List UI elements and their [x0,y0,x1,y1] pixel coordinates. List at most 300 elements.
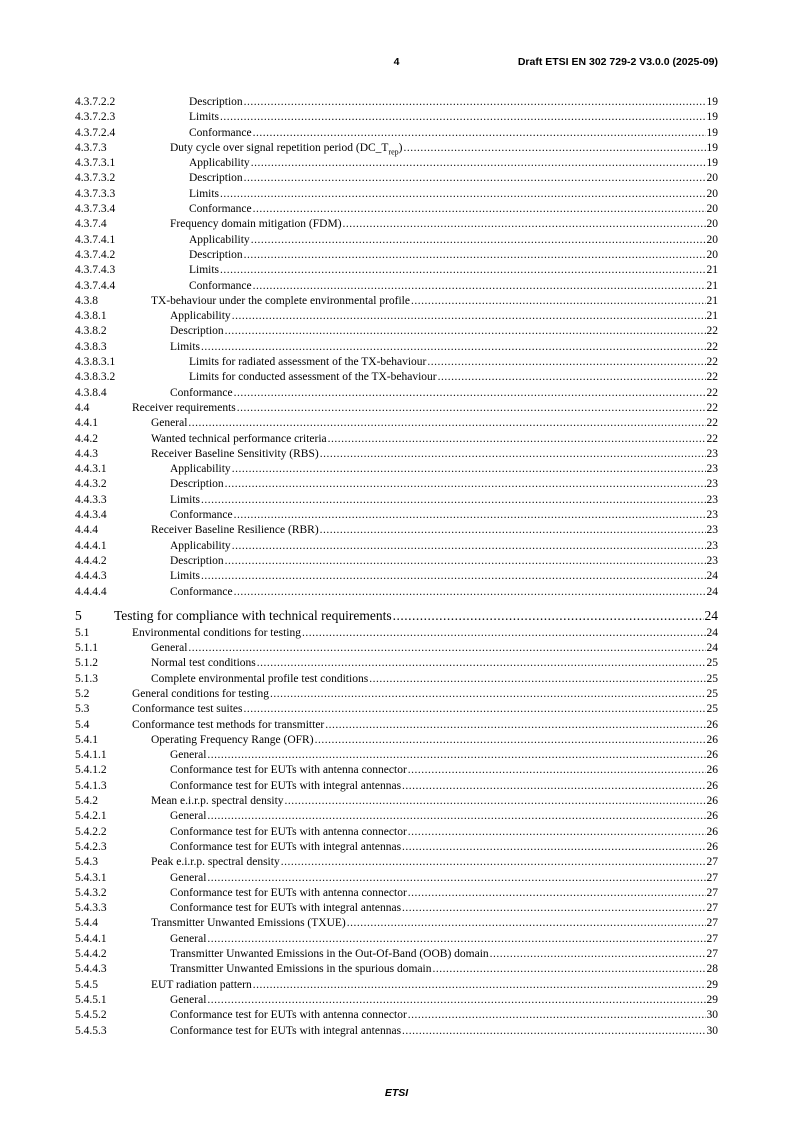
toc-entry[interactable] [75,202,718,217]
toc-entry-title: Conformance test for EUTs with antenna connector [170,886,408,901]
toc-entry-title: Limits for conducted assessment of the TX-behaviour [189,370,438,385]
toc-leader-dots [232,539,706,554]
toc-entry[interactable] [75,95,718,110]
toc-leader-dots [404,141,706,156]
page-number: 4 [393,56,400,68]
toc-leader-dots [270,687,705,702]
toc-entry-number: 4.3.8.1 [75,310,107,323]
toc-entry-title: Conformance test for EUTs with antenna connector [170,825,408,840]
toc-entry-number: 5.4.3.3 [75,902,107,915]
toc-leader-dots [281,855,706,870]
toc-entry-title: Conformance test for EUTs with antenna connector [170,763,408,778]
toc-entry[interactable] [75,401,718,416]
toc-leader-dots [201,493,705,508]
toc-entry[interactable] [75,978,718,993]
toc-leader-dots [188,641,705,656]
table-of-contents [75,95,718,1039]
toc-leader-dots [402,1024,705,1039]
toc-leader-dots [408,1008,706,1023]
toc-entry-number: 4.3.8.3 [75,340,107,353]
toc-leader-dots [220,110,705,125]
toc-leader-dots [234,386,706,401]
toc-leader-dots [244,171,706,186]
toc-entry-number: 5.3 [75,703,90,716]
toc-leader-dots [244,248,706,263]
toc-leader-dots [207,993,705,1008]
toc-entry-number: 5.4.4.1 [75,932,107,945]
toc-entry[interactable] [75,656,718,671]
toc-entry-page: 27 [706,932,718,945]
toc-leader-dots [201,569,705,584]
toc-entry[interactable] [75,279,718,294]
toc-entry[interactable] [75,779,718,794]
toc-entry-page: 22 [706,356,718,369]
toc-leader-dots [347,916,706,931]
toc-entry-title: Applicability [189,233,251,248]
toc-entry[interactable] [75,554,718,569]
toc-entry-title: Transmitter Unwanted Emissions in the spurious domain [170,962,433,977]
toc-entry-number: 4.4.4.3 [75,570,107,583]
toc-leader-dots [225,324,706,339]
toc-entry[interactable] [75,110,718,125]
toc-entry-title: General [170,993,207,1008]
toc-entry[interactable] [75,493,718,508]
toc-entry-number: 4.3.8.3.2 [75,371,116,384]
toc-leader-dots [320,447,706,462]
toc-entry-title: Limits [170,569,201,584]
toc-leader-dots [490,947,706,962]
toc-leader-dots [369,672,705,687]
toc-entry-page: 20 [706,187,718,200]
toc-entry-number: 4.3.7.3.2 [75,172,116,185]
toc-entry-title: Limits [170,493,201,508]
toc-entry-page: 29 [706,978,718,991]
toc-entry-page: 24 [706,585,718,598]
toc-entry-number: 4.3.7.4.2 [75,248,116,261]
toc-entry-page: 26 [706,825,718,838]
toc-entry-page: 20 [706,233,718,246]
toc-entry[interactable] [75,901,718,916]
toc-entry-title: Applicability [170,539,232,554]
toc-entry-title: EUT radiation pattern [151,978,253,993]
toc-entry-number: 5.4.3.2 [75,886,107,899]
toc-leader-dots [234,508,706,523]
toc-entry-number: 4.3.7.3.1 [75,157,116,170]
toc-entry-title: General [170,932,207,947]
toc-entry-title: Conformance test for EUTs with integral antennas [170,1024,402,1039]
toc-entry-page: 30 [706,1009,718,1022]
toc-entry-page: 23 [706,554,718,567]
toc-entry-title: Conformance test for EUTs with integral antennas [170,901,402,916]
toc-entry-title: Receiver requirements [132,401,237,416]
toc-entry-title: Conformance [189,202,253,217]
toc-entry[interactable] [75,962,718,977]
toc-entry-page: 27 [706,902,718,915]
toc-entry-number: 5.4.4.3 [75,963,107,976]
toc-entry[interactable] [75,763,718,778]
toc-leader-dots [225,554,706,569]
toc-entry-title: Normal test conditions [151,656,257,671]
toc-leader-dots [253,202,706,217]
toc-entry-page: 23 [706,463,718,476]
toc-entry-page: 20 [706,218,718,231]
toc-leader-dots [234,585,706,600]
toc-entry-number: 4.4 [75,401,90,414]
toc-entry-page: 26 [706,779,718,792]
toc-entry-title: General [170,809,207,824]
toc-entry-page: 25 [706,687,718,700]
toc-entry-number: 4.3.7.2.2 [75,96,116,108]
toc-entry-number: 5.1 [75,626,90,639]
toc-entry-title: Applicability [170,462,232,477]
toc-leader-dots [244,95,706,110]
toc-entry-title: Complete environmental profile test conditions [151,672,369,687]
toc-entry-number: 4.4.3 [75,447,98,460]
toc-entry-title: Applicability [170,309,232,324]
toc-leader-dots [411,294,706,309]
toc-entry-number: 5.4.1.1 [75,749,107,762]
toc-entry[interactable] [75,626,718,641]
toc-entry-number: 5.4.5.2 [75,1009,107,1022]
toc-entry-title: Description [189,95,244,110]
document-title: Draft ETSI EN 302 729-2 V3.0.0 (2025-09) [517,56,718,68]
toc-leader-dots [207,748,705,763]
toc-entry-page: 22 [706,371,718,384]
toc-entry-page: 22 [706,386,718,399]
toc-leader-dots [244,702,706,717]
toc-entry[interactable] [75,569,718,584]
toc-entry-page: 21 [706,294,718,307]
toc-leader-dots [188,416,705,431]
toc-entry-number: 5.4.2 [75,795,98,808]
toc-entry-number: 5.4.2.1 [75,810,107,823]
toc-entry[interactable] [75,141,718,156]
toc-entry[interactable] [75,825,718,840]
toc-entry-title: Applicability [189,156,251,171]
toc-entry[interactable] [75,687,718,702]
toc-entry[interactable] [75,263,718,278]
toc-entry-page: 19 [706,157,718,170]
toc-entry-page: 23 [706,539,718,552]
toc-entry-title: Conformance [189,279,253,294]
toc-entry-number: 5.4.1 [75,733,98,746]
toc-entry-number: 5.4.4.2 [75,948,107,961]
toc-entry-page: 21 [706,310,718,323]
toc-entry[interactable] [75,585,718,600]
toc-entry-title: Testing for compliance with technical requirements [114,606,393,626]
toc-entry-title: Mean e.i.r.p. spectral density [151,794,285,809]
toc-entry-title: Limits [189,187,220,202]
toc-entry-page: 24 [704,607,718,623]
toc-leader-dots [257,656,706,671]
toc-entry-page: 27 [706,948,718,961]
toc-entry[interactable] [75,233,718,248]
toc-entry-page: 27 [706,871,718,884]
toc-entry[interactable] [75,416,718,431]
toc-leader-dots [320,523,706,538]
toc-entry[interactable] [75,432,718,447]
toc-entry[interactable] [75,355,718,370]
toc-entry-page: 20 [706,172,718,185]
toc-entry-page: 24 [706,642,718,655]
toc-entry-number: 4.4.1 [75,417,98,430]
toc-entry-number: 4.4.2 [75,432,98,445]
toc-entry-page: 26 [706,840,718,853]
toc-entry-title: Description [189,171,244,186]
toc-leader-dots [433,962,706,977]
toc-entry-number: 5.4.1.2 [75,764,107,777]
toc-entry-title: Conformance [189,126,253,141]
toc-entry[interactable] [75,217,718,232]
toc-entry-page: 29 [706,993,718,1006]
toc-entry-number: 4.3.8 [75,294,98,307]
toc-entry-number: 4.4.4.2 [75,554,107,567]
toc-leader-dots [408,763,706,778]
toc-entry-title: Frequency domain mitigation (FDM) [170,217,343,232]
toc-entry-number: 5.4.5.1 [75,993,107,1006]
toc-entry-title: Conformance [170,386,234,401]
toc-leader-dots [251,156,706,171]
toc-entry[interactable] [75,702,718,717]
toc-leader-dots [402,779,705,794]
toc-leader-dots [325,718,705,733]
toc-entry-number: 5.4.5.3 [75,1024,107,1037]
toc-entry-number: 4.3.7.4.3 [75,264,116,277]
toc-entry-page: 19 [706,111,718,124]
toc-entry[interactable] [75,947,718,962]
toc-leader-dots [232,462,706,477]
toc-entry-page: 24 [706,570,718,583]
toc-entry-page: 27 [706,886,718,899]
toc-entry[interactable] [75,855,718,870]
toc-leader-dots [393,606,704,626]
toc-entry-page: 26 [706,764,718,777]
toc-entry[interactable] [75,886,718,901]
toc-entry-number: 5.4.2.3 [75,840,107,853]
toc-entry[interactable] [75,718,718,733]
page-header [75,56,718,72]
toc-entry[interactable] [75,187,718,202]
toc-leader-dots [253,279,706,294]
toc-entry-title: General [151,416,188,431]
toc-entry[interactable] [75,462,718,477]
toc-entry-page: 25 [706,703,718,716]
toc-entry-title: Transmitter Unwanted Emissions (TXUE) [151,916,347,931]
toc-entry-title: Limits for radiated assessment of the TX-behaviour [189,355,427,370]
toc-entry-page: 25 [706,657,718,670]
toc-entry-page: 26 [706,749,718,762]
toc-entry[interactable] [75,809,718,824]
toc-entry[interactable] [75,340,718,355]
toc-entry-title: Conformance test methods for transmitter [132,718,325,733]
toc-entry-title: Conformance test suites [132,702,244,717]
toc-entry[interactable] [75,1024,718,1039]
toc-entry-number: 5.4.3.1 [75,871,107,884]
toc-entry-title: Operating Frequency Range (OFR) [151,733,315,748]
toc-entry-number: 4.3.8.2 [75,325,107,338]
toc-entry[interactable] [75,523,718,538]
toc-entry-number: 4.3.7.3.4 [75,203,116,216]
toc-leader-dots [315,733,706,748]
toc-entry-number: 4.3.7.4.4 [75,279,116,292]
toc-entry-page: 27 [706,856,718,869]
toc-entry-page: 22 [706,340,718,353]
toc-entry-number: 5.4.2.2 [75,825,107,838]
toc-entry-number: 4.4.4 [75,524,98,537]
toc-entry-page: 26 [706,733,718,746]
toc-entry-page: 27 [706,917,718,930]
toc-entry-title: Limits [170,340,201,355]
toc-entry[interactable] [75,748,718,763]
toc-entry-page: 26 [706,795,718,808]
toc-leader-dots [201,340,705,355]
toc-entry-page: 23 [706,493,718,506]
toc-entry-title: Description [170,324,225,339]
toc-entry[interactable] [75,386,718,401]
toc-entry-title: Limits [189,263,220,278]
toc-leader-dots [251,233,706,248]
toc-entry-title: Conformance test for EUTs with integral antennas [170,840,402,855]
toc-leader-dots [438,370,706,385]
toc-entry[interactable] [75,993,718,1008]
toc-entry-title: Conformance [170,585,234,600]
toc-entry-title: General [170,748,207,763]
toc-entry-page: 21 [706,279,718,292]
toc-leader-dots [328,432,706,447]
toc-entry-number: 4.4.3.4 [75,509,107,522]
toc-entry[interactable] [75,309,718,324]
toc-leader-dots [232,309,706,324]
toc-leader-dots [253,978,706,993]
toc-leader-dots [237,401,706,416]
toc-entry-number: 4.4.4.1 [75,539,107,552]
toc-entry-number: 5.1.2 [75,657,98,670]
toc-entry-number: 4.3.8.3.1 [75,356,116,369]
toc-entry[interactable] [75,539,718,554]
toc-entry[interactable] [75,840,718,855]
toc-entry-page: 21 [706,264,718,277]
toc-entry-page: 20 [706,203,718,216]
toc-entry-title: Receiver Baseline Sensitivity (RBS) [151,447,320,462]
toc-entry[interactable] [75,672,718,687]
toc-entry-number: 5.2 [75,687,90,700]
toc-entry[interactable] [75,1008,718,1023]
toc-entry-page: 26 [706,810,718,823]
toc-entry-title: Description [170,477,225,492]
toc-entry-title: Limits [189,110,220,125]
toc-entry[interactable] [75,932,718,947]
toc-leader-dots [253,126,706,141]
toc-leader-dots [408,886,706,901]
toc-entry-title: Duty cycle over signal repetition period $(DC\_T_{rep})$ [170,141,404,160]
toc-entry-title: Peak e.i.r.p. spectral density [151,855,281,870]
toc-entry-number: 5.4.1.3 [75,779,107,792]
toc-entry-page: 20 [706,248,718,261]
toc-entry[interactable] [75,508,718,523]
toc-entry-title: Wanted technical performance criteria [151,432,328,447]
toc-entry-number: 4.3.7.3 [75,141,107,154]
toc-entry-title: Environmental conditions for testing [132,626,302,641]
toc-leader-dots [220,187,705,202]
toc-entry-title: Conformance test for EUTs with antenna connector [170,1008,408,1023]
toc-entry-number: 4.3.7.2.3 [75,111,116,124]
toc-leader-dots [285,794,706,809]
toc-entry-title: TX-behaviour under the complete environmental profile [151,294,411,309]
toc-entry-title: General [151,641,188,656]
toc-entry[interactable] [75,733,718,748]
page-footer: ETSI [384,1087,409,1099]
toc-entry-number: 5.4.5 [75,978,98,991]
toc-leader-dots [225,477,706,492]
toc-leader-dots [207,809,705,824]
toc-entry[interactable] [75,794,718,809]
toc-entry-page: 22 [706,401,718,414]
toc-entry[interactable] [75,126,718,141]
toc-entry-page: 23 [706,478,718,491]
toc-entry-page: 24 [706,626,718,639]
toc-entry-number: 5 [75,607,82,623]
toc-entry-title: General conditions for testing [132,687,270,702]
toc-entry-number: 4.3.7.3.3 [75,187,116,200]
toc-entry[interactable] [75,447,718,462]
toc-entry-number: 5.1.1 [75,642,98,655]
toc-entry[interactable] [75,477,718,492]
toc-entry-page: 25 [706,672,718,685]
toc-entry[interactable] [75,171,718,186]
toc-entry-number: 4.4.3.2 [75,478,107,491]
toc-entry-title: Transmitter Unwanted Emissions in the Out-Of-Band (OOB) domain [170,947,490,962]
toc-entry-number: 4.4.3.1 [75,463,107,476]
toc-entry-page: 19 [706,141,718,154]
toc-entry[interactable] [75,606,718,626]
toc-entry-title: Description [189,248,244,263]
toc-entry-title: Conformance [170,508,234,523]
toc-entry-number: 5.1.3 [75,672,98,685]
toc-entry-title: Description [170,554,225,569]
toc-entry-page: 22 [706,417,718,430]
toc-entry[interactable] [75,916,718,931]
toc-entry-title: Conformance test for EUTs with integral antennas [170,779,402,794]
toc-entry-page: 19 [706,96,718,108]
toc-entry-page: 30 [706,1024,718,1037]
toc-entry[interactable] [75,324,718,339]
toc-entry[interactable] [75,871,718,886]
toc-entry-page: 23 [706,447,718,460]
toc-entry-page: 22 [706,432,718,445]
toc-entry-title: General [170,871,207,886]
toc-entry-number: 4.3.7.4.1 [75,233,116,246]
toc-leader-dots [302,626,706,641]
toc-entry[interactable] [75,370,718,385]
toc-entry-number: 5.4.4 [75,917,98,930]
toc-leader-dots [343,217,706,232]
toc-entry-number: 4.4.4.4 [75,585,107,598]
toc-leader-dots [402,901,705,916]
toc-entry-page: 28 [706,963,718,976]
toc-entry[interactable] [75,156,718,171]
toc-entry[interactable] [75,248,718,263]
toc-entry-number: 4.3.7.2.4 [75,126,116,139]
toc-entry[interactable] [75,294,718,309]
toc-entry-page: 22 [706,325,718,338]
toc-leader-dots [402,840,705,855]
toc-entry-number: 4.3.7.4 [75,218,107,231]
toc-entry[interactable] [75,641,718,656]
toc-entry-number: 4.3.8.4 [75,386,107,399]
toc-entry-number: 5.4.3 [75,856,98,869]
toc-entry-page: 19 [706,126,718,139]
toc-leader-dots [427,355,705,370]
